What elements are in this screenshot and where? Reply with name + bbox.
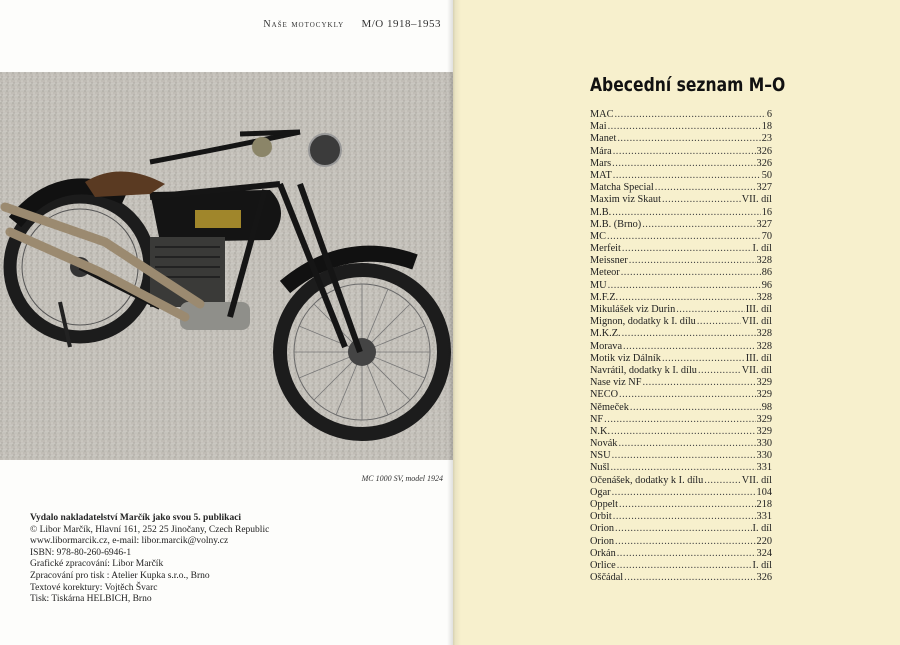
toc-entry: [590, 292, 772, 304]
toc-entry: [590, 365, 772, 377]
toc-entry-page: 50: [761, 169, 772, 181]
toc-leader-dots: [612, 207, 761, 219]
toc-entry-page: 220: [756, 535, 772, 547]
toc-leader-dots: [704, 475, 740, 487]
toc-entry-name: M.K.Z.: [590, 328, 621, 340]
toc-entry-name: N.K.: [590, 425, 611, 437]
toc-entry: [590, 219, 772, 231]
running-head: [263, 18, 441, 30]
toc-entry-page: 324: [756, 547, 772, 559]
toc-leader-dots: [619, 389, 756, 401]
toc-entry-page: 331: [756, 511, 772, 523]
toc-leader-dots: [623, 341, 756, 353]
toc-leader-dots: [662, 353, 745, 365]
toc-entry-name: NSU: [590, 450, 611, 462]
toc-leader-dots: [611, 426, 756, 438]
toc-entry: [590, 328, 772, 340]
toc-entry-page: 328: [756, 328, 772, 340]
toc-entry-name: Maxim viz Skaut: [590, 194, 661, 206]
toc-entry: [590, 170, 772, 182]
toc-leader-dots: [642, 377, 755, 389]
toc-leader-dots: [612, 450, 756, 462]
toc-entry-name: Orbit: [590, 511, 612, 523]
toc-leader-dots: [622, 328, 756, 340]
toc-entry: [590, 267, 772, 279]
toc-leader-dots: [615, 523, 752, 535]
toc-entry: [590, 133, 772, 145]
toc-entry: [590, 548, 772, 560]
toc-leader-dots: [655, 182, 756, 194]
toc-entry-page: 104: [756, 486, 772, 498]
toc-entry: [590, 158, 772, 170]
toc-entry: [590, 487, 772, 499]
toc-entry-page: 96: [761, 279, 772, 291]
toc-entry-name: MU: [590, 279, 607, 291]
toc-entry-name: MC: [590, 230, 607, 242]
toc-entry-page: 326: [756, 157, 772, 169]
section-title: M/O 1918–1953: [361, 18, 441, 30]
toc-leader-dots: [662, 194, 741, 206]
toc-entry-page: 329: [756, 389, 772, 401]
toc-leader-dots: [629, 255, 756, 267]
toc-entry: [590, 377, 772, 389]
toc-leader-dots: [610, 462, 755, 474]
toc-entry-page: 326: [756, 572, 772, 584]
toc-entry: [590, 243, 772, 255]
toc-entry-page: 23: [761, 133, 772, 145]
toc-entry-name: Motik viz Dálník: [590, 352, 661, 364]
toc-entry-page: 330: [756, 438, 772, 450]
toc-entry: [590, 207, 772, 219]
imprint-isbn: ISBN: 978-80-260-6946-1: [30, 547, 132, 558]
toc-entry-page: I. díl: [752, 243, 772, 255]
toc-entry-name: Mikulášek viz Durin: [590, 304, 676, 315]
toc-entry-name: Novák: [590, 438, 618, 450]
toc-entry-name: Nušl: [590, 462, 610, 474]
toc-entry-page: VII. díl: [741, 364, 772, 376]
toc-leader-dots: [613, 146, 756, 158]
toc-entry-page: VII. díl: [741, 194, 772, 206]
toc-entry-name: Mai: [590, 121, 607, 133]
toc-leader-dots: [615, 536, 756, 548]
toc-entry-name: Morava: [590, 340, 623, 352]
toc-entry: [590, 426, 772, 438]
toc-entry-name: M.B. (Brno): [590, 218, 642, 230]
toc-leader-dots: [608, 280, 761, 292]
toc-entry-name: Orion: [590, 523, 615, 535]
toc-leader-dots: [698, 365, 741, 377]
toc-entry-name: Němeček: [590, 401, 629, 413]
toc-leader-dots: [608, 121, 761, 133]
toc-leader-dots: [676, 304, 744, 316]
toc-entry-name: Ogar: [590, 486, 611, 498]
toc-list: [590, 109, 772, 584]
toc-entry-page: 6: [766, 109, 772, 120]
toc-leader-dots: [617, 548, 756, 560]
toc-entry-page: 329: [756, 413, 772, 425]
toc-entry-name: Mars: [590, 157, 612, 169]
toc-entry: [590, 572, 772, 584]
toc-entry: [590, 109, 772, 121]
imprint-copyright: © Libor Marčík, Hlavní 161, 252 25 Jinočany, Czech Republic: [30, 524, 270, 535]
motorcycle-illustration: [0, 72, 453, 460]
toc-entry-name: Manet: [590, 133, 617, 145]
toc-entry-name: Orlice: [590, 559, 616, 571]
toc-entry-page: 329: [756, 425, 772, 437]
toc-entry: [590, 536, 772, 548]
toc-leader-dots: [607, 231, 761, 243]
toc-entry-name: Orion: [590, 535, 615, 547]
photo-caption: MC 1000 SV, model 1924: [361, 474, 443, 483]
toc-entry-page: 70: [761, 230, 772, 242]
toc-entry: [590, 146, 772, 158]
toc-entry: [590, 402, 772, 414]
toc-entry: [590, 438, 772, 450]
toc-entry-name: Očenášek, dodatky k I. dílu: [590, 474, 704, 486]
toc-entry-page: 16: [761, 206, 772, 218]
front-wheel: [280, 270, 444, 434]
toc-entry-page: VII. díl: [741, 474, 772, 486]
toc-entry: [590, 182, 772, 194]
toc-leader-dots: [617, 133, 760, 145]
toc-entry-page: 328: [756, 255, 772, 267]
toc-leader-dots: [624, 572, 755, 584]
toc-leader-dots: [612, 487, 756, 499]
toc-entry: [590, 304, 772, 316]
toc-entry-name: Matcha Special: [590, 182, 654, 194]
toc-entry: [590, 499, 772, 511]
toc-entry: [590, 231, 772, 243]
toc-entry: [590, 523, 772, 535]
imprint-design: Grafické zpracování: Libor Marčík: [30, 559, 164, 570]
toc-entry-name: Mára: [590, 145, 612, 157]
toc-entry-name: Orkán: [590, 547, 616, 559]
toc-entry-page: 326: [756, 145, 772, 157]
series-title: Naše motocykly: [263, 19, 345, 30]
toc-entry-name: Oppelt: [590, 499, 619, 510]
toc-entry: [590, 414, 772, 426]
imprint: [30, 513, 440, 606]
toc-leader-dots: [621, 267, 761, 279]
toc-entry: [590, 121, 772, 133]
toc-entry-name: M.F.Z.: [590, 291, 619, 303]
toc-entry: [590, 353, 772, 365]
toc-entry-page: 218: [756, 499, 772, 510]
toc-entry-name: MAT: [590, 169, 612, 181]
toc-entry-name: NECO: [590, 389, 619, 401]
toc-entry: [590, 255, 772, 267]
toc-entry: [590, 462, 772, 474]
toc-entry-page: VII. díl: [741, 316, 772, 328]
imprint-print: Tisk: Tiskárna HELBICH, Brno: [30, 594, 152, 605]
toc-title: Abecední seznam M–O: [590, 74, 786, 96]
toc-entry-name: Navrátil, dodatky k I. dílu: [590, 364, 697, 376]
toc-leader-dots: [619, 499, 756, 511]
toc-entry-page: 327: [756, 218, 772, 230]
toc-leader-dots: [604, 414, 755, 426]
toc-leader-dots: [630, 402, 761, 414]
toc-entry-name: MAC: [590, 109, 614, 120]
toc-entry-page: 331: [756, 462, 772, 474]
toc-leader-dots: [697, 316, 741, 328]
toc-leader-dots: [618, 438, 755, 450]
toc-entry-name: Mignon, dodatky k I. dílu: [590, 316, 696, 328]
toc-leader-dots: [622, 243, 752, 255]
imprint-web: www.libormarcik.cz, e-mail: libor.marcik@volny.cz: [30, 536, 229, 547]
toc-entry-page: 86: [761, 267, 772, 279]
toc-entry: [590, 475, 772, 487]
toc-entry-page: 330: [756, 450, 772, 462]
imprint-publisher: Vydalo nakladatelství Marčík jako svou 5. publikaci: [30, 513, 242, 523]
toc-entry-page: 328: [756, 291, 772, 303]
toc-leader-dots: [617, 560, 752, 572]
toc-leader-dots: [612, 158, 755, 170]
toc-entry-name: Meteor: [590, 267, 620, 279]
toc-entry: [590, 341, 772, 353]
toc-leader-dots: [642, 219, 755, 231]
toc-entry-page: III. díl: [745, 304, 772, 315]
toc-entry-page: 327: [756, 182, 772, 194]
toc-leader-dots: [613, 170, 761, 182]
toc-entry-page: 18: [761, 121, 772, 133]
toc-entry-name: M.B.: [590, 206, 612, 218]
toc-leader-dots: [613, 511, 756, 523]
imprint-proofreading: Textové korektury: Vojtěch Švarc: [30, 582, 158, 593]
toc-entry-name: Meissner: [590, 255, 628, 267]
toc-leader-dots: [619, 292, 755, 304]
toc-entry-page: 328: [756, 340, 772, 352]
toc-entry-name: Merfeit: [590, 243, 621, 255]
toc-entry-page: I. díl: [752, 559, 772, 571]
toc-entry: [590, 560, 772, 572]
toc-leader-dots: [614, 109, 765, 121]
imprint-prepress: Zpracování pro tisk : Atelier Kupka s.r.o., Brno: [30, 570, 210, 581]
toc-entry-page: III. díl: [745, 352, 772, 364]
toc-entry: [590, 316, 772, 328]
toc-entry-name: Nase viz NF: [590, 377, 642, 389]
toc-entry: [590, 511, 772, 523]
toc-entry: [590, 280, 772, 292]
toc-entry-name: NF: [590, 413, 604, 425]
toc-entry-name: Oščádal: [590, 572, 624, 584]
toc-entry-page: I. díl: [752, 523, 772, 535]
toc-entry: [590, 450, 772, 462]
motorcycle-photo: [0, 72, 453, 460]
toc-entry: [590, 194, 772, 206]
toc-entry: [590, 389, 772, 401]
book-gutter: [447, 0, 461, 645]
toc-entry-page: 329: [756, 377, 772, 389]
toc-entry-page: 98: [761, 401, 772, 413]
